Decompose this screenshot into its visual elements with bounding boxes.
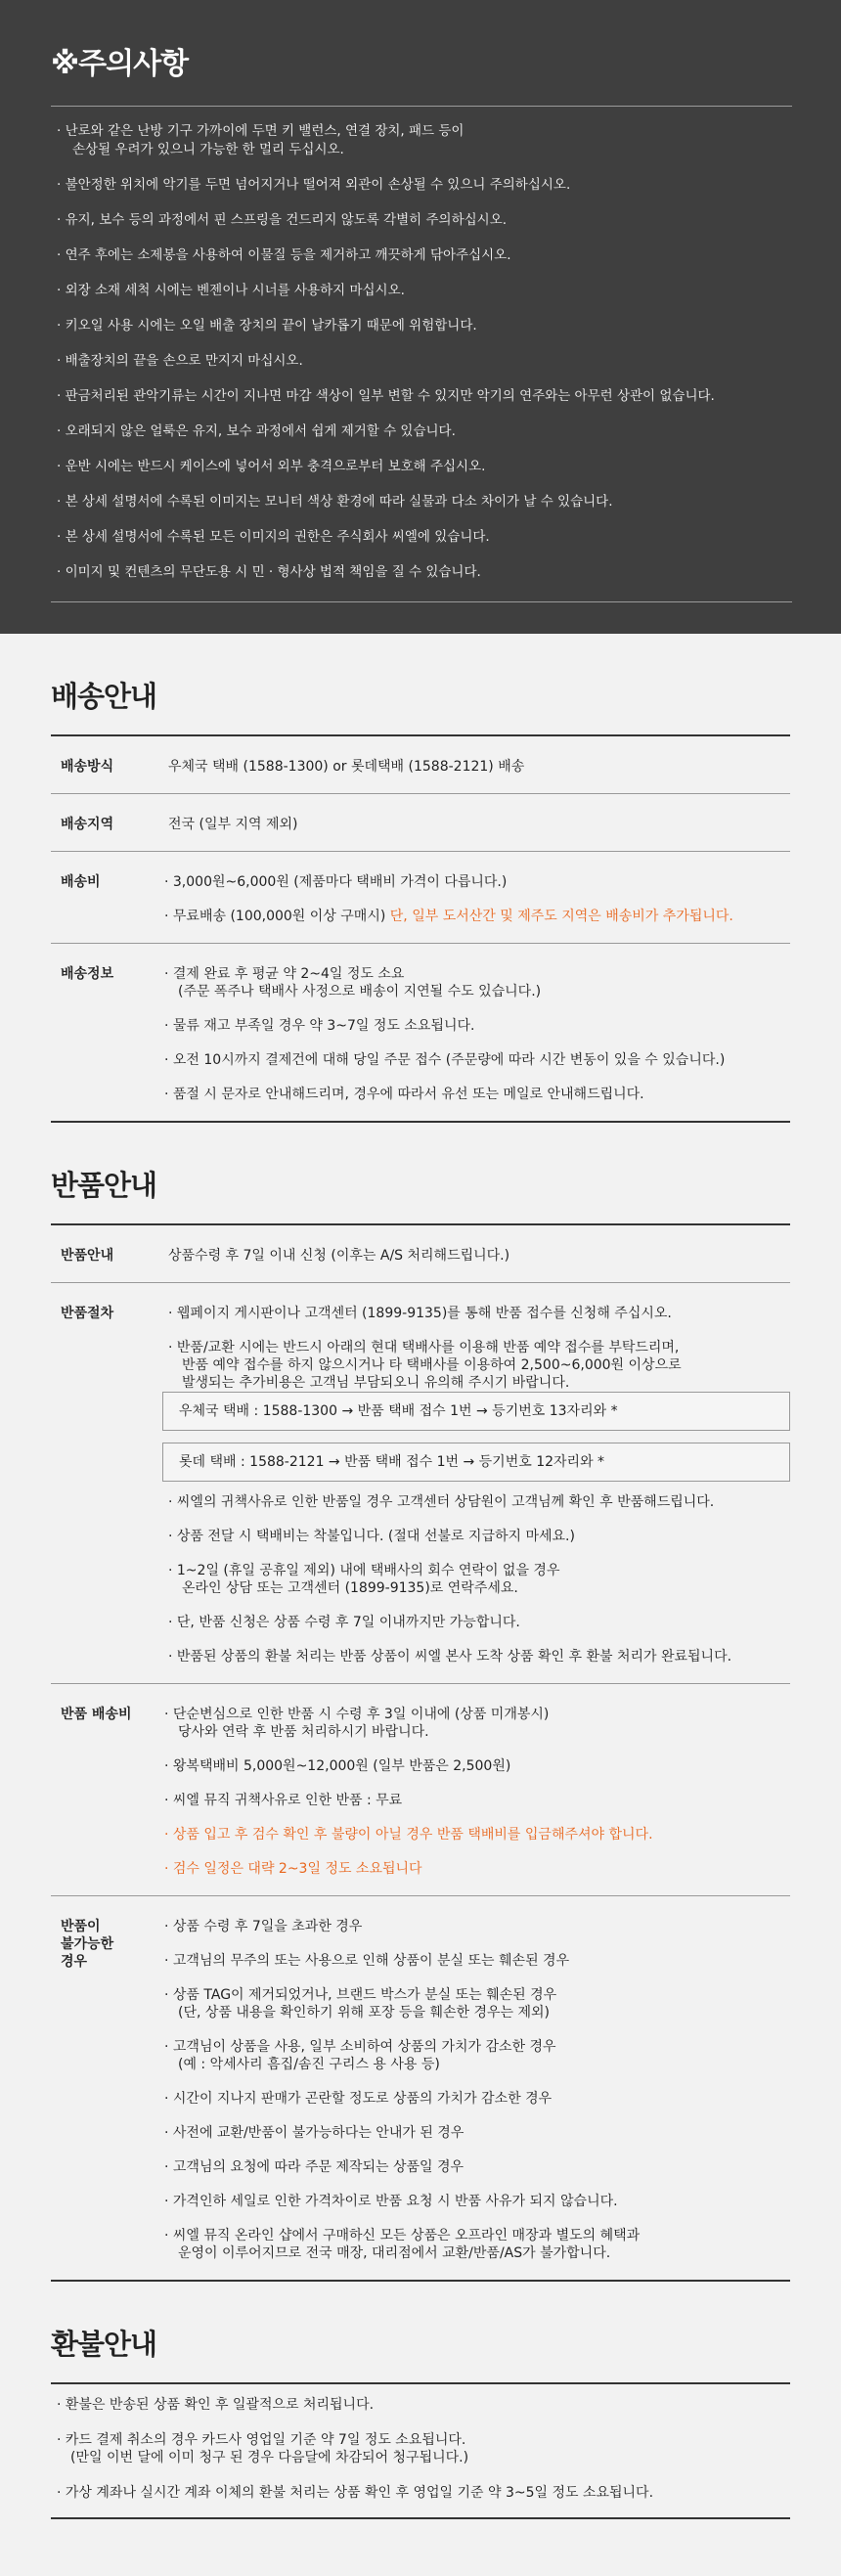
row-value <box>168 1305 790 1666</box>
list-item: · 본 상세 설명서에 수록된 이미지는 모니터 색상 환경에 따라 실물과 다소 차이가 날 수 있습니다. <box>57 494 613 510</box>
procedure-list-a <box>168 1305 790 1392</box>
list-item: · 품절 시 문자로 안내해드리며, 경우에 따라서 유선 또는 메일로 안내해드립니다. <box>164 1087 644 1102</box>
list-item: · 시간이 지나지 판매가 곤란할 정도로 상품의 가치가 감소한 경우 <box>164 2091 553 2107</box>
list-item: · 키오일 사용 시에는 오일 배출 장치의 끝이 날카롭기 때문에 위험합니다. <box>57 318 477 333</box>
list-item: · 단, 반품 신청은 상품 수령 후 7일 이내까지만 가능합니다. <box>168 1615 520 1630</box>
row-label: 반품이 불가능한 경우 <box>61 1919 114 1970</box>
list-item: · 상품 전달 시 택배비는 착불입니다. (절대 선불로 지급하지 마세요.) <box>168 1529 575 1544</box>
returns-section <box>0 1123 841 2282</box>
row-value: 전국 (일부 지역 제외) <box>168 817 298 832</box>
row-label: 배송비 <box>61 874 101 890</box>
shipping-fee-row <box>51 852 790 944</box>
courier-box-lotte: 롯데 택배 : 1588-2121 → 반품 택배 접수 1번 → 등기번호 12자리와 * <box>162 1443 790 1482</box>
list-item: · 유지, 보수 등의 과정에서 핀 스프링을 건드리지 않도록 각별히 주의하십시오. <box>57 212 508 228</box>
list-item: · 단순변심으로 인한 반품 시 수령 후 3일 이내에 (상품 미개봉시) 당사와 연락 후 반품 처리하시기 바랍니다. <box>164 1707 550 1740</box>
list-item: · 웹페이지 게시판이나 고객센터 (1899-9135)를 통해 반품 접수를 신청해 주십시오. <box>168 1306 672 1321</box>
row-label: 반품 배송비 <box>61 1707 132 1722</box>
returns-procedure-row <box>51 1283 790 1684</box>
list-item: · 상품 입고 후 검수 확인 후 불량이 아닐 경우 반품 택배비를 입금해주셔야 합니다. <box>164 1827 653 1843</box>
list-item: · 1~2일 (휴일 공휴일 제외) 내에 택배사의 회수 연락이 없을 경우 온라인 상담 또는 고객센터 (1899-9135)로 연락주세요. <box>168 1563 560 1596</box>
row-label: 배송정보 <box>61 966 114 982</box>
list-item: · 판금처리된 관악기류는 시간이 지나면 마감 색상이 일부 변할 수 있지만 악기의 연주와는 아무런 상관이 없습니다. <box>57 388 715 404</box>
list-item: · 운반 시에는 반드시 케이스에 넣어서 외부 충격으로부터 보호해 주십시오. <box>57 459 486 474</box>
list-item: · 검수 일정은 대략 2~3일 정도 소요됩니다 <box>164 1861 422 1877</box>
row-label: 배송방식 <box>61 759 114 775</box>
row-value <box>164 1706 790 1878</box>
returns-guide-row <box>51 1225 790 1283</box>
row-value <box>164 1918 790 2262</box>
list-item: · 난로와 같은 난방 기구 가까이에 두면 키 밸런스, 연결 장치, 패드 등이 손상될 우려가 있으니 가능한 한 멀리 두십시오. <box>57 123 465 157</box>
shipping-section <box>0 634 841 1123</box>
list-item: · 결제 완료 후 평균 약 2~4일 정도 소요 (주문 폭주나 택배사 사정으로 배송이 지연될 수도 있습니다.) <box>164 966 542 999</box>
notice-list <box>51 107 792 602</box>
list-item: · 오래되지 않은 얼룩은 유지, 보수 과정에서 쉽게 제거할 수 있습니다. <box>57 423 456 439</box>
list-item: · 씨엘 뮤직 온라인 샵에서 구매하신 모든 상품은 오프라인 매장과 별도의 혜택과 운영이 이루어지므로 전국 매장, 대리점에서 교환/반품/AS가 불가합니다. <box>164 2228 641 2261</box>
list-item <box>164 908 790 925</box>
list-item: · 씨엘 뮤직 귀책사유로 인한 반품 : 무료 <box>164 1793 403 1808</box>
shipping-area-row <box>51 794 790 852</box>
row-label: 반품안내 <box>61 1248 114 1264</box>
list-item: · 사전에 교환/반품이 불가능하다는 안내가 된 경우 <box>164 2125 465 2141</box>
list-item: · 씨엘의 귀책사유로 인한 반품일 경우 고객센터 상담원이 고객님께 확인 후 반품해드립니다. <box>168 1494 715 1510</box>
list-item: · 오전 10시까지 결제건에 대해 당일 주문 접수 (주문량에 따라 시간 변동이 있을 수 있습니다.) <box>164 1052 726 1068</box>
row-value: 상품수령 후 7일 이내 신청 (이후는 A/S 처리해드립니다.) <box>168 1248 510 1264</box>
row-value: 우체국 택배 (1588-1300) or 롯데택배 (1588-2121) 배송 <box>168 759 525 775</box>
list-item: · 고객님의 요청에 따라 주문 제작되는 상품일 경우 <box>164 2159 465 2175</box>
list-item: · 카드 결제 취소의 경우 카드사 영업일 기준 약 7일 정도 소요됩니다. (만일 이번 달에 이미 청구 된 경우 다음달에 차감되어 청구됩니다.) <box>57 2432 469 2465</box>
courier-box-epost: 우체국 택배 : 1588-1300 → 반품 택배 접수 1번 → 등기번호 13자리와 * <box>162 1392 790 1431</box>
list-item: · 불안정한 위치에 악기를 두면 넘어지거나 떨어져 외관이 손상될 수 있으니 주의하십시오. <box>57 177 571 193</box>
list-item: · 상품 수령 후 7일을 초과한 경우 <box>164 1919 363 1934</box>
row-label: 배송지역 <box>61 817 114 832</box>
row-value <box>164 965 790 1103</box>
list-item: · 가격인하 세일로 인한 가격차이로 반품 요청 시 반품 사유가 되지 않습니다. <box>164 2194 618 2209</box>
list-item: · 가상 계좌나 실시간 계좌 이체의 환불 처리는 상품 확인 후 영업일 기준 약 3~5일 정도 소요됩니다. <box>57 2485 654 2501</box>
list-item: · 상품 TAG이 제거되었거나, 브랜드 박스가 분실 또는 훼손된 경우 (단, 상품 내용을 확인하기 위해 포장 등을 훼손한 경우는 제외) <box>164 1987 557 2021</box>
list-item: · 3,000원~6,000원 (제품마다 택배비 가격이 다릅니다.) <box>164 874 508 890</box>
list-item: · 반품/교환 시에는 반드시 아래의 현대 택배사를 이용해 반품 예약 접수를 부탁드리며, 반품 예약 접수를 하지 않으시거나 타 택배사를 이용하여 2,500~6,000원 이상으로 발생되는 추가비용은 고객님 부담되오니 유의해 주시기 바랍니다. <box>168 1340 682 1391</box>
list-item: · 물류 재고 부족일 경우 약 3~7일 정도 소요됩니다. <box>164 1018 475 1034</box>
shipping-method-row <box>51 736 790 794</box>
returns-fee-row <box>51 1684 790 1896</box>
list-item: · 환불은 반송된 상품 확인 후 일괄적으로 처리됩니다. <box>57 2397 375 2413</box>
list-item: · 고객님의 무주의 또는 사용으로 인해 상품이 분실 또는 훼손된 경우 <box>164 1953 570 1969</box>
free-shipping-text: · 무료배송 (100,000원 이상 구매시) <box>164 909 390 924</box>
shipping-surcharge-note: 단, 일부 도서산간 및 제주도 지역은 배송비가 추가됩니다. <box>389 909 733 924</box>
shipping-info-row <box>51 944 790 1123</box>
list-item: · 외장 소재 세척 시에는 벤젠이나 시너를 사용하지 마십시오. <box>57 283 405 298</box>
list-item: · 이미지 및 컨텐츠의 무단도용 시 민 · 형사상 법적 책임을 질 수 있습니다. <box>57 564 481 580</box>
notice-title: ※주의사항 <box>51 39 792 107</box>
list-item: · 배출장치의 끝을 손으로 만지지 마십시오. <box>57 353 303 369</box>
list-item: · 고객님이 상품을 사용, 일부 소비하여 상품의 가치가 감소한 경우 (예 : 악세사리 흠집/솜진 구리스 용 사용 등) <box>164 2039 556 2072</box>
list-item: · 연주 후에는 소제봉을 사용하여 이물질 등을 제거하고 깨끗하게 닦아주십시오. <box>57 247 511 263</box>
refund-section <box>0 2282 841 2564</box>
returns-impossible-row <box>51 1896 790 2282</box>
shipping-title: 배송안내 <box>51 634 790 736</box>
list-item: · 본 상세 설명서에 수록된 모든 이미지의 권한은 주식회사 씨엘에 있습니다. <box>57 529 490 545</box>
list-item: · 왕복택배비 5,000원~12,000원 (일부 반품은 2,500원) <box>164 1758 511 1774</box>
refund-title: 환불안내 <box>51 2282 790 2384</box>
procedure-list-b <box>168 1493 790 1666</box>
list-item: · 반품된 상품의 환불 처리는 반품 상품이 씨엘 본사 도착 상품 확인 후 환불 처리가 완료됩니다. <box>168 1649 732 1665</box>
returns-title: 반품안내 <box>51 1123 790 1225</box>
refund-list <box>51 2384 790 2519</box>
row-value <box>164 873 790 925</box>
notice-section <box>0 0 841 634</box>
row-label: 반품절차 <box>61 1306 114 1321</box>
